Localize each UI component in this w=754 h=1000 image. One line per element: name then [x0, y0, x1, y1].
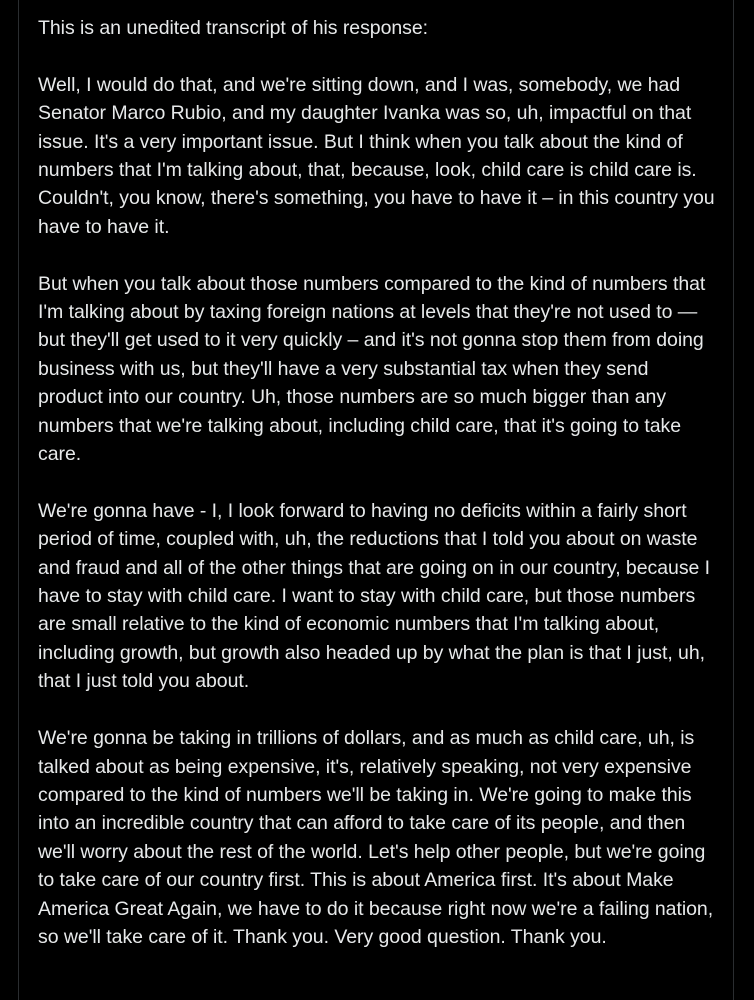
- transcript-paragraph-1: Well, I would do that, and we're sitting down, and I was, somebody, we had Senator Marco Rubio, and my daughter Ivanka was so, uh, impactful on that issue. It's a very important issue. But I think when you talk about the kind of numbers that I'm talking about, that, because, look, child care is child care is. Couldn't, you know, there's something, you have to have it – in this country you have to have it.: [38, 73, 715, 238]
- transcript-paragraph-3: We're gonna have - I, I look forward to having no deficits within a fairly short period of time, coupled with, uh, the reductions that I told you about on waste and fraud and all of the other things that are going on in our country, because I have to stay with child care. I want to stay with child care, but those numbers are small relative to the kind of economic numbers that I'm talking about, including growth, but growth also headed up by what the plan is that I just, uh, that I just told you about.: [38, 499, 711, 693]
- transcript-paragraph-4: We're gonna be taking in trillions of dollars, and as much as child care, uh, is talked about as being expensive, it's, relatively speaking, not very expensive compared to the kind of numbers we'll be taking in. We're going to make this into an incredible country that can afford to take care of its people, and then we'll worry about the rest of the world. Let's help other people, but we're going to take care of our country first. This is about America first. It's about Make America Great Again, we have to do it because right now we're a failing nation, so we'll take care of it. Thank you. Very good question. Thank you.: [38, 727, 714, 948]
- transcript-paragraph-2: But when you talk about those numbers compared to the kind of numbers that I'm talking about by taxing foreign nations at levels that they're not used to — but they'll get used to it very quickly – and it's not gonna stop them from doing business with us, but they'll have a very substantial tax when they send product into our country. Uh, those numbers are so much bigger than any numbers that we're talking about, including child care, that it's going to take care.: [38, 272, 706, 466]
- post-text: [38, 14, 718, 951]
- post-intro: This is an unedited transcript of his response:: [38, 17, 429, 39]
